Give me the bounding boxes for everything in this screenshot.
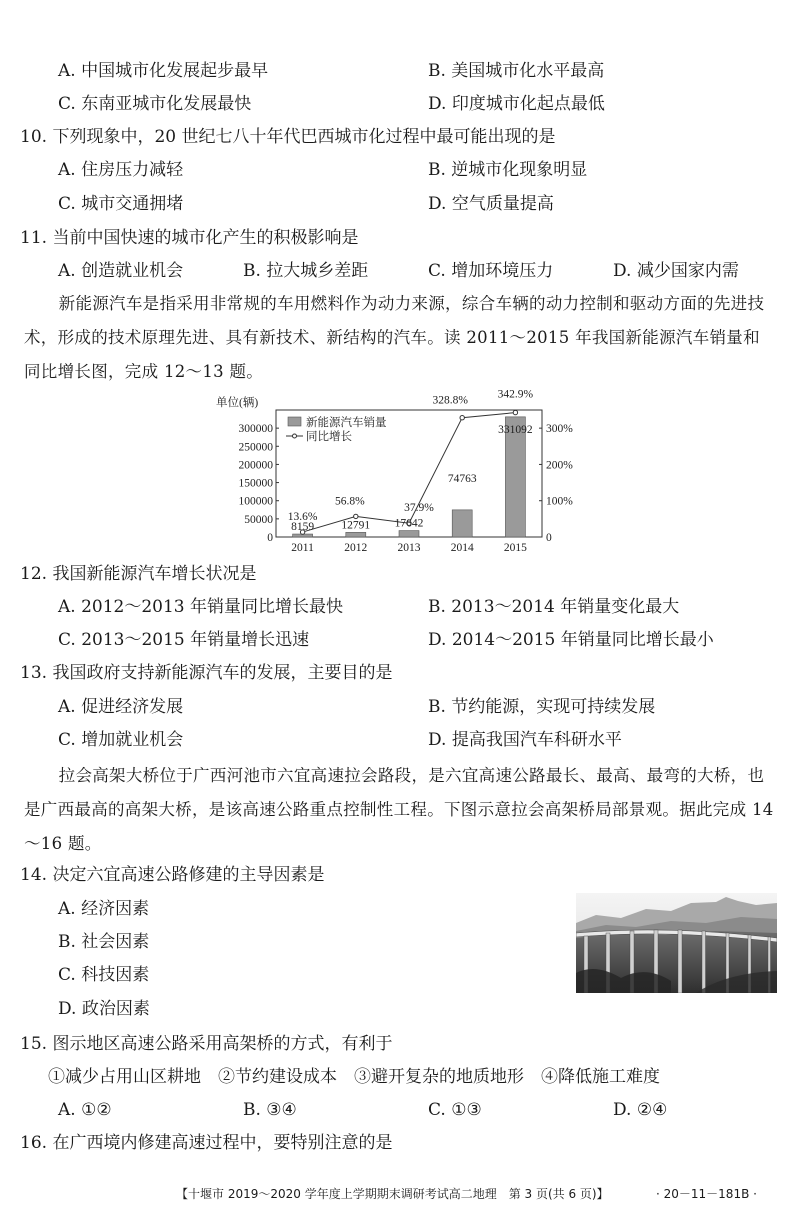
q10-stem: 10. 下列现象中，20 世纪七八十年代巴西城市化过程中最可能出现的是 — [20, 127, 556, 147]
legend-line-marker — [293, 434, 297, 438]
q12-option-c: C. 2013～2015 年销量增长迅速 — [58, 630, 310, 650]
sales-label-2013: 17642 — [394, 517, 424, 530]
q15-stem: 15. 图示地区高速公路采用高架桥的方式，有利于 — [20, 1034, 393, 1054]
q10-option-b: B. 逆城市化现象明显 — [428, 160, 588, 180]
bar-2014 — [452, 510, 472, 537]
q13-option-a: A. 促进经济发展 — [58, 697, 184, 717]
y2-tick-label: 300% — [546, 423, 573, 436]
growth-label-2012: 56.8% — [334, 495, 365, 508]
q15-statements: ①减少占用山区耕地 ②节约建设成本 ③避开复杂的地质地形 ④降低施工难度 — [48, 1067, 660, 1087]
q13-option-c: C. 增加就业机会 — [58, 730, 184, 750]
growth-label-2011: 13.6% — [287, 511, 318, 524]
footer-code: · 20－11－181B · — [656, 1187, 757, 1201]
q14-option-c: C. 科技因素 — [58, 965, 150, 985]
y-axis-unit-label: 单位(辆) — [216, 397, 259, 409]
y-tick-label: 200000 — [238, 459, 273, 472]
sales-growth-chart — [212, 390, 582, 558]
y-tick-label: 50000 — [244, 513, 273, 526]
sales-label-2014: 74763 — [447, 472, 477, 485]
legend-bar-swatch — [288, 417, 301, 426]
y-tick-label: 150000 — [238, 477, 273, 490]
q16-stem: 16. 在广西境内修建高速过程中，要特别注意的是 — [20, 1133, 393, 1153]
growth-label-2014: 328.8% — [432, 394, 468, 407]
q12-option-a: A. 2012～2013 年销量同比增长最快 — [58, 597, 344, 617]
y2-tick-label: 100% — [546, 495, 573, 508]
q11-option-a: A. 创造就业机会 — [58, 261, 184, 281]
legend-bar-label: 新能源汽车销量 — [306, 417, 387, 429]
x-tick-label: 2012 — [344, 542, 368, 554]
q13-stem: 13. 我国政府支持新能源汽车的发展，主要目的是 — [20, 663, 393, 683]
q15-option-d: D. ②④ — [613, 1100, 668, 1120]
q12-option-b: B. 2013～2014 年销量变化最大 — [428, 597, 680, 617]
y-tick-label: 0 — [267, 532, 273, 544]
q10-option-c: C. 城市交通拥堵 — [58, 194, 184, 214]
legend-line-label: 同比增长 — [306, 431, 352, 443]
sales-label-2011: 8159 — [291, 521, 315, 534]
x-tick-label: 2015 — [503, 542, 527, 554]
x-tick-label: 2014 — [450, 542, 474, 554]
growth-point-2014 — [460, 415, 464, 419]
q9-option-c: C. 东南亚城市化发展最快 — [58, 94, 252, 114]
q10-option-a: A. 住房压力减轻 — [58, 160, 184, 180]
passage-lahui-bridge: 拉会高架大桥位于广西河池市六宜高速拉会路段，是六宜高速公路最长、最高、最弯的大桥，也是广西最高的高架大桥，是该高速公路重点控制性工程。下图示意拉会高架桥局部景观。据此完成 14～16 题。 — [24, 766, 774, 853]
bar-2013 — [399, 531, 419, 537]
q13-option-b: B. 节约能源，实现可持续发展 — [428, 697, 656, 717]
q11-option-d: D. 减少国家内需 — [613, 261, 739, 281]
q15-option-b: B. ③④ — [243, 1100, 297, 1120]
q11-option-b: B. 拉大城乡差距 — [243, 261, 369, 281]
page-footer: 【十堰市 2019～2020 学年度上学期期末调研考试高二地理 第 3 页(共 6 页)】 — [176, 1187, 609, 1201]
q14-option-b: B. 社会因素 — [58, 932, 150, 952]
q13-option-d: D. 提高我国汽车科研水平 — [428, 730, 622, 750]
growth-point-2012 — [354, 514, 358, 518]
viaduct-photo — [576, 893, 777, 993]
q9-option-b: B. 美国城市化水平最高 — [428, 61, 605, 81]
q11-stem: 11. 当前中国快速的城市化产生的积极影响是 — [20, 228, 359, 248]
q11-option-c: C. 增加环境压力 — [428, 261, 554, 281]
q10-option-d: D. 空气质量提高 — [428, 194, 554, 214]
q12-option-d: D. 2014～2015 年销量同比增长最小 — [428, 630, 714, 650]
q15-option-a: A. ①② — [58, 1100, 112, 1120]
x-tick-label: 2011 — [291, 542, 314, 554]
q14-option-d: D. 政治因素 — [58, 999, 150, 1019]
sales-label-2012: 12791 — [341, 519, 371, 532]
growth-label-2015: 342.9% — [497, 390, 534, 401]
y-tick-label: 300000 — [238, 423, 273, 436]
q9-option-d: D. 印度城市化起点最低 — [428, 94, 605, 114]
q14-option-a: A. 经济因素 — [58, 899, 150, 919]
q12-stem: 12. 我国新能源汽车增长状况是 — [20, 564, 257, 584]
bar-2012 — [346, 532, 366, 537]
passage-new-energy-vehicles: 新能源汽车是指采用非常规的车用燃料作为动力来源，综合车辆的动力控制和驱动方面的先进技术，形成的技术原理先进、具有新技术、新结构的汽车。读 2011～2015 年我国新能源汽车销量和同比增长图，完成 12～13 题。 — [24, 294, 765, 381]
y2-tick-label: 0 — [546, 532, 552, 544]
growth-label-2013: 37.9% — [404, 502, 434, 515]
y-tick-label: 100000 — [238, 495, 273, 508]
q9-option-a: A. 中国城市化发展起步最早 — [58, 61, 269, 81]
q14-stem: 14. 决定六宜高速公路修建的主导因素是 — [20, 865, 325, 885]
sales-label-2015: 331092 — [498, 423, 533, 436]
y2-tick-label: 200% — [546, 459, 573, 472]
q15-option-c: C. ①③ — [428, 1100, 482, 1120]
growth-point-2015 — [513, 410, 517, 414]
y-tick-label: 250000 — [238, 441, 273, 454]
x-tick-label: 2013 — [397, 542, 421, 554]
